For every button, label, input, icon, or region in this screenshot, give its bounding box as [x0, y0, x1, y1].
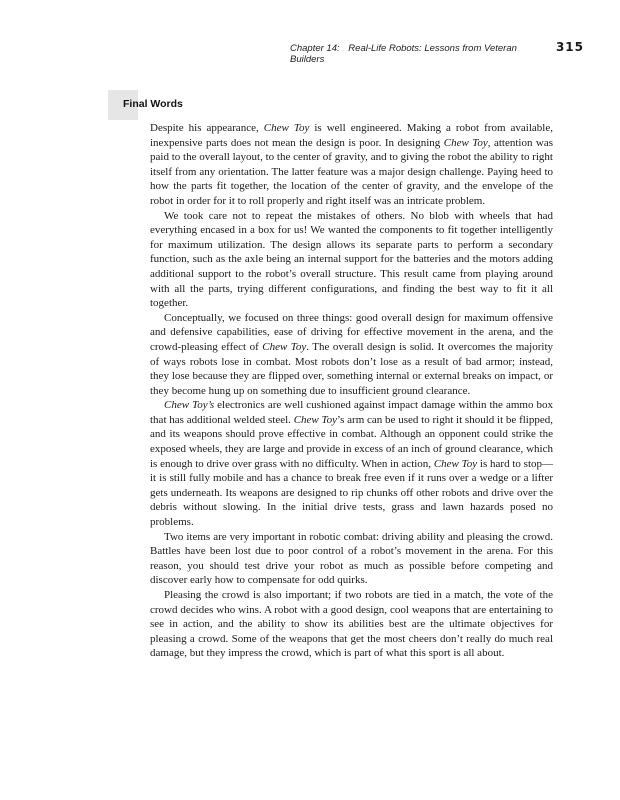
paragraph-5 — [150, 530, 553, 588]
robot-name: Chew Toy — [262, 340, 307, 353]
text-run: Despite his appearance, — [150, 122, 264, 134]
robot-name: Chew Toy — [443, 136, 488, 149]
text-run: We took care not to repeat the mistakes of others. No blob with wheels that had everything encased in a box for us! We wanted the components to fit together intelligently for maximum utilization. The design allows its separate parts to perform a secondary function, such as the axle being an internal support for the batteries and the motors adding additional support to the robot’s overall structure. This result came from playing around with all the parts, trying different configurations, and finding the best way to fit it all together. — [150, 209, 553, 310]
text-run: electronics are well cushioned against impact damage within the ammo box that has additional welded steel. — [150, 399, 554, 426]
text-run: . The overall design is solid. It overcomes the majority of ways robots lose in combat. Most robots don’t lose as a result of bad armor; instead, they lose because they are flipped over, something internal or external breaks on impact, or they become hung up on something due to insufficient ground clearance. — [150, 340, 554, 397]
chapter-name: Real-Life Robots: Lessons from Veteran Builders — [290, 43, 517, 65]
robot-name: Chew Toy — [433, 457, 478, 470]
running-header — [290, 40, 584, 65]
section-heading: Final Words — [123, 98, 183, 110]
robot-name: Chew Toy — [263, 122, 310, 134]
robot-name: Chew Toy — [293, 413, 338, 426]
text-run: Two items are very important in robotic combat: driving ability and pleasing the crowd. Battles have been lost due to poor control of a robot’s movement in the arena. For this reason, you should test drive your robot as much as possible before competing and discover early how to compensate for odd quirks. — [150, 530, 553, 587]
text-run: , attention was paid to the overall layout, to the center of gravity, and to giving the robot the ability to right itself from any orientation. The latter feature was a major design challenge. Paying heed to how the parts fit together, the location of the center of gravity, and the envelope of the robot in order for it to roll properly and right itself was an intricate problem. — [150, 136, 554, 207]
page-number: 315 — [555, 40, 584, 54]
robot-name: Chew Toy’s — [164, 399, 215, 412]
text-run: Conceptually, we focused on three things: good overall design for maximum offensive and defensive capabilities, ease of driving for effective movement in the arena, and the crowd-pleasing effect of — [150, 311, 553, 353]
text-run: Pleasing the crowd is also important; if two robots are tied in a match, the vote of the crowd decides who wins. A robot with a good design, cool weapons that are entertaining to see in action, and the ability to show its abilities best are the ultimate objectives for pleasing a crowd. Some of the weapons that get the most cheers don’t really do much real damage, but they impress the crowd, which is part of what this sport is all about. — [150, 589, 553, 660]
text-run: is hard to stop—it is still fully mobile and has a chance to break free even if it runs over a wedge or a lifter gets underneath. Its weapons are designed to rip chunks off other robots and drive over the debris without slowing. In the initial drive tests, grass and lawn hazards posed no problems. — [150, 457, 554, 529]
paragraph-2 — [150, 209, 553, 311]
body-text — [150, 121, 553, 661]
text-run: is well engineered. Making a robot from available, inexpensive parts does not mean the design is poor. In designing — [150, 122, 553, 149]
text-run: ’s arm can be used to right it should it be flipped, and its weapons should prove effective in combat. Although an opponent could strike the exposed wheels, they are large and provide in excess of an inch of ground clearance, which is enough to drive over grass with no difficulty. When in action, — [150, 413, 553, 470]
paragraph-1 — [150, 121, 553, 209]
paragraph-6 — [150, 588, 553, 661]
paragraph-3 — [150, 311, 553, 399]
paragraph-4 — [150, 398, 553, 529]
chapter-title — [290, 43, 542, 65]
chapter-number: Chapter 14: — [290, 43, 340, 54]
